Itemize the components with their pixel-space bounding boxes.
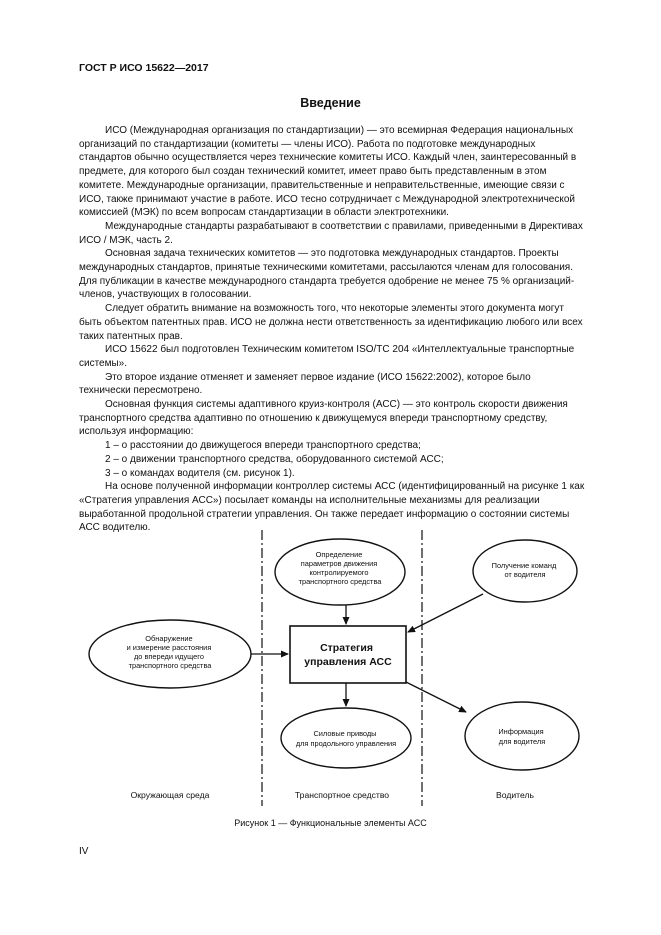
distance-detection-label: Обнаружение и измерение расстояния до впереди идущего транспортного средства bbox=[126, 634, 212, 670]
paragraph: Это второе издание отменяет и заменяет первое издание (ИСО 15622:2002), которое было технически пересмотрено. bbox=[79, 371, 531, 397]
actuators-label: Силовые приводы для продольного управления bbox=[295, 729, 397, 748]
driver-info-ellipse bbox=[465, 702, 579, 770]
acc-strategy-box bbox=[290, 626, 406, 683]
paragraph: Следует обратить внимание на возможность того, что некоторые элементы этого документа могут быть объектом патентных прав. ИСО не должна нести ответственность за идентификацию любого или всех таких патентных прав. bbox=[79, 303, 583, 342]
figure-caption: Рисунок 1 — Функциональные элементы АСС bbox=[234, 818, 427, 828]
document-header: ГОСТ Р ИСО 15622—2017 bbox=[79, 62, 209, 74]
column-vehicle: Транспортное средство bbox=[294, 790, 390, 800]
column-driver: Водитель bbox=[496, 790, 534, 800]
list-item: 2 – о движении транспортного средства, оборудованного системой АСС; bbox=[105, 453, 444, 465]
paragraph: ИСО 15622 был подготовлен Техническим комитетом ISO/TC 204 «Интеллектуальные транспортные системы». bbox=[79, 344, 575, 369]
body-text bbox=[79, 124, 585, 535]
paragraph: На основе полученной информации контроллер системы АСС (идентифицированный на рисунке 1 как «Стратегия управления АСС») посылает команды на исполнительные механизмы для реализации выработанной продольной стратегии управления. Он также передает информацию о состоянии системы АСС водителю. bbox=[79, 481, 585, 534]
list-item: 1 – о расстоянии до движущегося впереди транспортного средства; bbox=[105, 440, 421, 452]
acc-diagram bbox=[79, 528, 585, 810]
page-number: IV bbox=[79, 846, 89, 857]
column-environment: Окружающая среда bbox=[130, 790, 210, 800]
actuators-ellipse bbox=[281, 708, 411, 768]
list-item: 3 – о командах водителя (см. рисунок 1). bbox=[105, 467, 295, 479]
driver-info-label: Информация для водителя bbox=[498, 727, 546, 746]
paragraph: ИСО (Международная организация по стандартизации) — это всемирная Федерация национальных организаций по стандартизации (комитеты — члены ИСО). Работа по подготовке международных стандартов обычно осуществляется через технические комитеты ИСО. Каждый член, заинтересованный в предмете, для которого был создан технический комитет, имеет право быть представленным в этом комитете. Международные организации, правительственные и неправительственные, имеющие связи с ИСО, также принимают участие в работе. ИСО тесно сотрудничает с Международной электротехнической комиссией (МЭК) по всем вопросам стандартизации в области электротехники. bbox=[79, 125, 577, 219]
section-title: Введение bbox=[300, 96, 361, 110]
paragraph: Основная задача технических комитетов — это подготовка международных стандартов. Проекты международных стандартов, принятые техническими комитетами, рассылаются членам для голосования. Для публикации в качестве международного стандарта требуется одобрение не менее 75 % организаций-членов, участвующих в голосовании. bbox=[79, 248, 575, 301]
paragraph: Международные стандарты разрабатывают в соответствии с правилами, приведенными в Директивах ИСО / МЭК, часть 2. bbox=[79, 220, 583, 246]
driver-commands-label: Получение команд от водителя bbox=[491, 561, 557, 579]
vehicle-motion-label: Определение параметров движения контролируемого транспортного средства bbox=[298, 550, 382, 586]
arrow bbox=[406, 682, 466, 712]
acc-strategy-label: Стратегия управления АСС bbox=[304, 642, 392, 668]
paragraph: Основная функция системы адаптивного круиз-контроля (АСС) — это контроль скорости движения транспортного средства адаптивно по отношению к движущемуся впереди транспортному средству, используя информацию: bbox=[79, 399, 568, 438]
arrow bbox=[408, 594, 483, 632]
